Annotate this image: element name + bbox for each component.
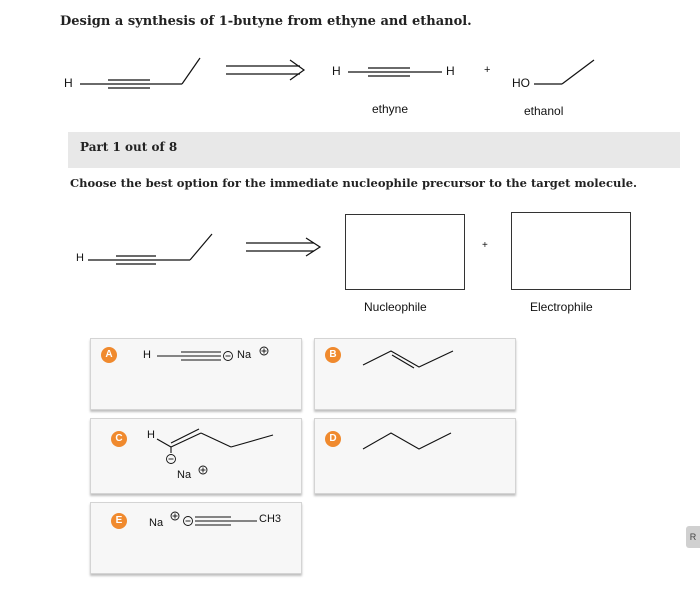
option-d-card[interactable] (314, 418, 516, 494)
retrosynthesis-arrow (226, 60, 304, 80)
option-c-h: H (147, 429, 155, 441)
option-d-structure (315, 419, 515, 493)
option-c-structure (91, 419, 301, 493)
option-a-card[interactable] (90, 338, 302, 410)
ethyne-label: ethyne (372, 102, 409, 116)
ethanol-ho: HO (512, 76, 530, 90)
option-e-ch3: CH3 (259, 513, 282, 525)
question-prompt: Choose the best option for the immediate nucleophile precursor to the target molecule. (70, 176, 638, 190)
part-header (68, 132, 680, 168)
plus-sign: + (484, 64, 491, 76)
option-b-badge: B (325, 347, 341, 363)
retro-arrow-2 (246, 238, 320, 256)
option-e-badge: E (111, 513, 127, 529)
nucleophile-drop-box[interactable] (345, 214, 465, 290)
option-c-card[interactable] (90, 418, 302, 494)
ethanol-label: ethanol (524, 104, 564, 118)
nucleophile-label: Nucleophile (364, 300, 427, 314)
option-d-badge: D (325, 431, 341, 447)
retro-plus-sign: + (482, 240, 488, 251)
option-b-card[interactable] (314, 338, 516, 410)
question-title: Design a synthesis of 1-butyne from ethyne and ethanol. (60, 14, 472, 29)
target-h-atom: H (64, 76, 73, 90)
option-a-structure (91, 339, 301, 409)
option-a-h: H (143, 349, 151, 361)
option-c-na: Na (177, 469, 192, 481)
option-e-na: Na (149, 517, 164, 529)
ethyne-h-left: H (332, 64, 341, 78)
retro-target-structure (88, 234, 212, 264)
electrophile-label: Electrophile (530, 300, 593, 314)
option-e-card[interactable] (90, 502, 302, 574)
electrophile-drop-box[interactable] (511, 212, 631, 290)
edge-tab[interactable]: R (686, 526, 700, 548)
ethyne-structure (348, 68, 442, 76)
option-a-na: Na (237, 349, 252, 361)
option-b-structure (315, 339, 515, 409)
option-a-badge: A (101, 347, 117, 363)
option-c-badge: C (111, 431, 127, 447)
ethyne-h-right: H (446, 64, 455, 78)
target-molecule-structure (80, 58, 200, 88)
ethanol-structure (534, 60, 594, 84)
retro-target-h: H (76, 252, 84, 264)
part-label: Part 1 out of 8 (80, 140, 178, 154)
